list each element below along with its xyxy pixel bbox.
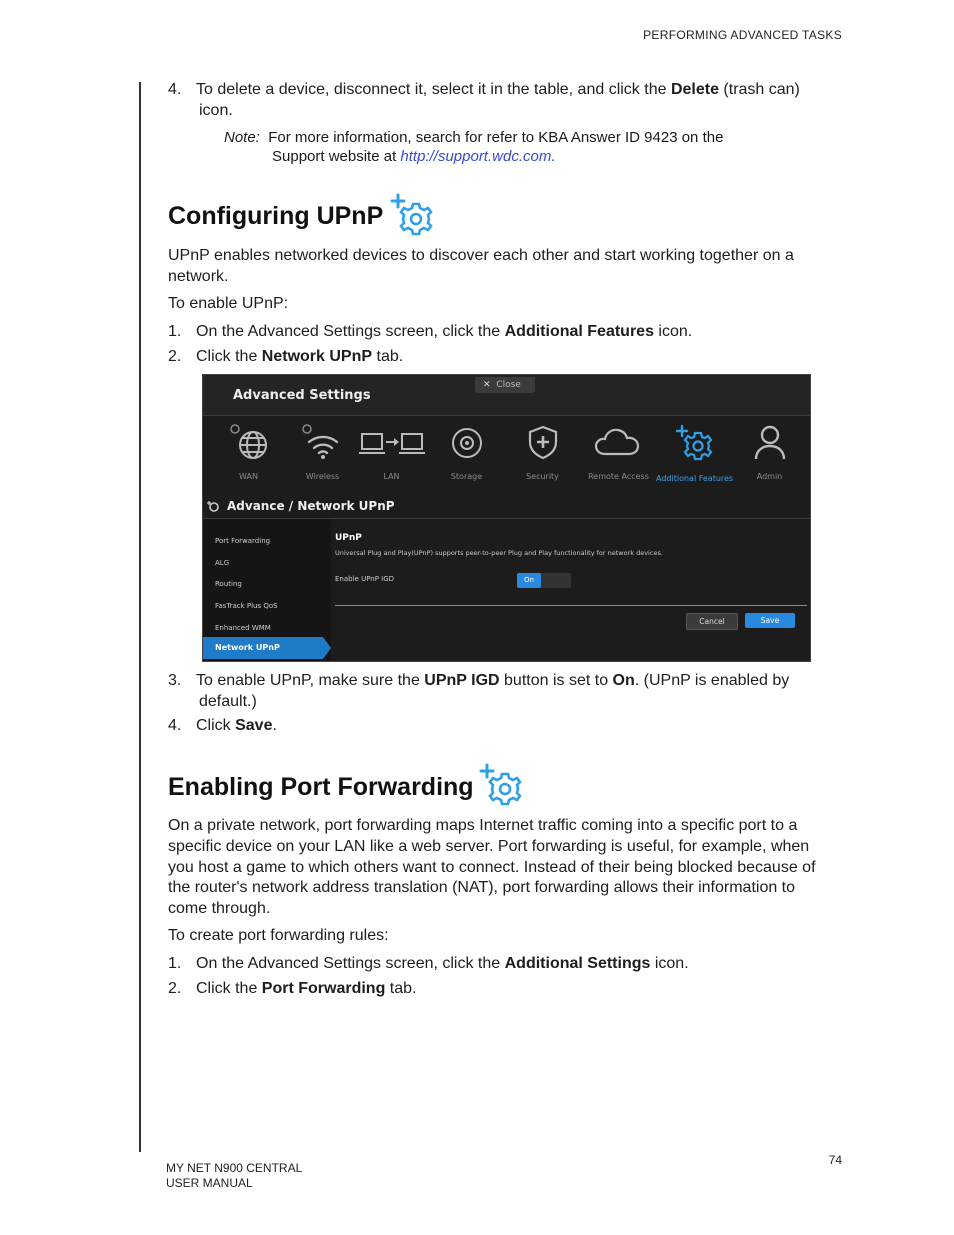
step-text: Click	[196, 717, 236, 734]
section-heading-upnp: Configuring UPnP	[168, 202, 384, 230]
cancel-button[interactable]: Cancel	[686, 613, 738, 630]
step-text: . (UPnP is enabled by	[634, 672, 790, 689]
upnp-step-3	[168, 670, 848, 691]
shield-icon	[523, 424, 563, 460]
step-bold: Port Forwarding	[261, 980, 386, 997]
support-link[interactable]: http://support.wdc.com.	[400, 148, 556, 165]
step-number: 2.	[168, 980, 182, 997]
upnp-step-4	[168, 715, 277, 736]
sidebar-item-enhanced-wmm[interactable]: Enhanced WMM	[215, 624, 271, 632]
step-number: 1.	[168, 323, 182, 340]
remote-access-tile[interactable]	[581, 424, 656, 481]
margin-rule	[139, 82, 141, 1152]
pf-paragraph-line4: the router's network address translation (NAT), port forwarding allows their information to	[168, 879, 796, 896]
step-number: 2.	[168, 348, 182, 365]
divider	[335, 605, 807, 606]
step-bold: Additional Settings	[504, 955, 651, 972]
note-label: Note:	[224, 129, 260, 146]
step-delete-line2: icon.	[199, 102, 233, 119]
lan-tile[interactable]	[354, 424, 429, 481]
running-header: PERFORMING ADVANCED TASKS	[643, 28, 842, 42]
step-delete	[168, 79, 848, 100]
upnp-panel-description: Universal Plug and Play(UPnP) supports peer-to-peer Plug and Play functionality for network devices.	[335, 549, 663, 557]
globe-icon	[229, 424, 269, 460]
step-text: To delete a device, disconnect it, select it in the table, and click the	[196, 81, 671, 98]
step-bold: On	[612, 672, 635, 689]
step-number: 1.	[168, 955, 182, 972]
section-heading-port-forwarding: Enabling Port Forwarding	[168, 773, 474, 801]
additional-features-tile[interactable]	[656, 424, 734, 483]
wifi-icon	[301, 424, 345, 460]
step-text: Click the	[196, 348, 262, 365]
step-bold: Delete	[670, 81, 719, 98]
gear-icon	[672, 424, 716, 462]
step-bold: UPnP IGD	[424, 672, 500, 689]
sidebar-item-routing[interactable]: Routing	[215, 580, 242, 588]
additional-features-icon	[389, 192, 435, 238]
gear-icon	[207, 500, 220, 513]
save-button[interactable]: Save	[745, 613, 795, 628]
cloud-icon	[591, 424, 647, 460]
lan-icon	[356, 424, 428, 460]
sidebar-item-network-upnp[interactable]: Network UPnP	[203, 637, 323, 659]
step-number: 3.	[168, 672, 182, 689]
step-bold: Save	[235, 717, 273, 734]
tile-label: Additional Features	[656, 474, 734, 483]
pf-paragraph-line2: specific device on your LAN like a web server. Port forwarding is useful, for example, when	[168, 838, 810, 855]
close-icon: ✕	[483, 380, 491, 390]
step-text: tab.	[372, 348, 404, 365]
upnp-step-2	[168, 346, 403, 367]
step-text: On the Advanced Settings screen, click the	[196, 323, 505, 340]
step-text: button is set to	[499, 672, 613, 689]
upnp-step-3-line2: default.)	[199, 693, 257, 710]
step-bold: Network UPnP	[261, 348, 373, 365]
wireless-tile[interactable]	[285, 424, 360, 481]
upnp-intro-line2: network.	[168, 268, 229, 285]
footer-manual: USER MANUAL	[166, 1176, 253, 1190]
step-text: To enable UPnP, make sure the	[196, 672, 425, 689]
upnp-panel-heading: UPnP	[335, 533, 362, 543]
step-bold: Additional Features	[504, 323, 654, 340]
wan-tile[interactable]	[211, 424, 286, 481]
upnp-intro-line1: UPnP enables networked devices to discover each other and start working together on a	[168, 247, 794, 264]
upnp-to-enable: To enable UPnP:	[168, 295, 289, 312]
tile-label: Remote Access	[588, 472, 649, 481]
screenshot-title: Advanced Settings	[233, 388, 371, 403]
sidebar-item-port-forwarding[interactable]: Port Forwarding	[215, 537, 271, 545]
close-button[interactable]	[475, 377, 535, 393]
step-text: icon.	[653, 323, 693, 340]
step-text: icon.	[650, 955, 689, 972]
step-text: tab.	[385, 980, 417, 997]
router-screenshot	[202, 374, 811, 662]
sidebar-item-alg[interactable]: ALG	[215, 559, 230, 567]
user-icon	[750, 424, 790, 460]
note-text: Support website at	[272, 148, 401, 165]
storage-icon	[447, 424, 487, 460]
step-text: On the Advanced Settings screen, click the	[196, 955, 505, 972]
pf-step-2	[168, 978, 417, 999]
tile-label: LAN	[383, 472, 400, 481]
step-number: 4.	[168, 81, 182, 98]
note	[224, 128, 723, 147]
pf-step-1	[168, 953, 689, 974]
breadcrumb: Advance / Network UPnP	[227, 499, 395, 513]
upnp-step-1	[168, 321, 692, 342]
pf-paragraph-line3: you host a game to which others want to connect. Instead of their being blocked because of	[168, 859, 816, 876]
additional-features-icon	[478, 762, 524, 808]
upnp-igd-toggle[interactable]	[517, 573, 571, 588]
sidebar-item-fastrack-qos[interactable]: FasTrack Plus QoS	[215, 602, 278, 610]
enable-upnp-label: Enable UPnP IGD	[335, 575, 395, 583]
step-text: .	[272, 717, 277, 734]
note-text: For more information, search for refer to KBA Answer ID 9423 on the	[268, 129, 724, 146]
settings-icon-row	[203, 416, 810, 494]
page-number: 74	[828, 1153, 842, 1167]
note-line2	[272, 147, 556, 166]
screenshot-titlebar	[203, 375, 810, 416]
breadcrumb-bar	[203, 494, 810, 519]
security-tile[interactable]	[505, 424, 580, 481]
admin-tile[interactable]	[732, 424, 807, 481]
footer-product: MY NET N900 CENTRAL	[166, 1161, 303, 1175]
tile-label: WAN	[239, 472, 258, 481]
step-number: 4.	[168, 717, 182, 734]
storage-tile[interactable]	[429, 424, 504, 481]
toggle-on-state: On	[517, 573, 541, 588]
step-text: Click the	[196, 980, 262, 997]
step-text: (trash can)	[718, 81, 800, 98]
close-label: Close	[496, 380, 521, 390]
tile-label: Wireless	[305, 472, 340, 481]
pf-to-create: To create port forwarding rules:	[168, 927, 389, 944]
pf-paragraph-line5: come through.	[168, 900, 271, 917]
tile-label: Security	[526, 472, 559, 481]
tile-label: Admin	[756, 472, 783, 481]
tile-label: Storage	[450, 472, 483, 481]
sidebar	[203, 519, 331, 661]
pf-paragraph-line1: On a private network, port forwarding maps Internet traffic coming into a specific port to a	[168, 817, 798, 834]
